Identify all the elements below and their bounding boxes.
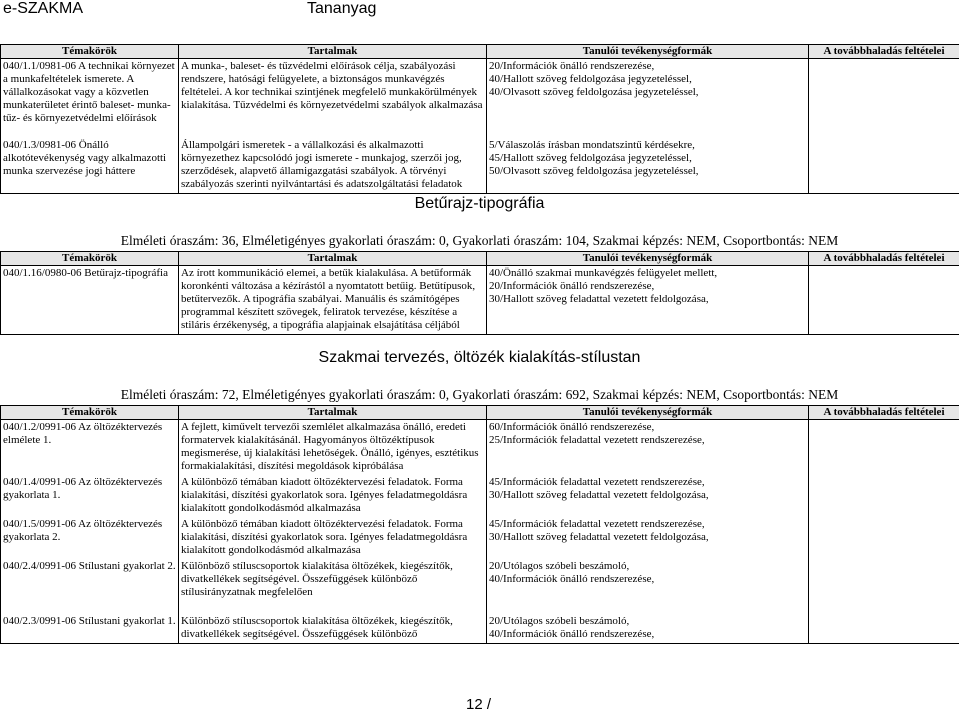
content-cell: Állampolgári ismeretek - a vállalkozási és alkalmazotti környezethez kapcsolódó jogi ismerete - munkajog, szerzői jog, szerződések, alapvető államigazgatási szabályok. A törvényi szabályozás szerinti nyilvántartási és adatszolgáltatási feladatok xyxy=(179,138,487,194)
conditions-cell xyxy=(809,59,959,138)
topic-cell: 040/2.4/0991-06 Stílustani gyakorlat 2. xyxy=(1,559,179,614)
col-header-contents: Tartalmak xyxy=(179,406,487,420)
col-header-conditions: A továbbhaladás feltételei xyxy=(809,252,959,266)
activities-cell: 60/Információk önálló rendszerezése, 25/Információk feladattal vezetett rendszerezése, xyxy=(487,420,809,476)
activities-cell: 40/Önálló szakmai munkavégzés felügyelet mellett, 20/Információk önálló rendszerezése, 30/Hallott szöveg feladattal vezetett feldolgozása, xyxy=(487,266,809,335)
table-row xyxy=(1,614,959,644)
topic-cell: 040/1.4/0991-06 Az öltözéktervezés gyakorlata 1. xyxy=(1,475,179,517)
page-number: 12 / xyxy=(466,696,492,713)
content-cell: Különböző stíluscsoportok kialakítása öltözékek, kiegészítők, divatkellékek segítségével. Összefüggések különböző stílusirányzatnak megfelelően xyxy=(179,559,487,614)
conditions-cell xyxy=(809,266,959,335)
conditions-cell xyxy=(809,517,959,559)
table-header-row xyxy=(1,252,959,266)
topic-cell: 040/2.3/0991-06 Stílustani gyakorlat 1. xyxy=(1,614,179,644)
col-header-conditions: A továbbhaladás feltételei xyxy=(809,406,959,420)
page-title: Tananyag xyxy=(307,0,377,17)
topic-cell: 040/1.3/0981-06 Önálló alkotótevékenység vagy alkalmazotti munka szervezése jogi háttere xyxy=(1,138,179,194)
conditions-cell xyxy=(809,475,959,517)
topic-cell: 040/1.16/0980-06 Betűrajz-tipográfia xyxy=(1,266,179,335)
table-row xyxy=(1,138,959,194)
col-header-contents: Tartalmak xyxy=(179,45,487,59)
conditions-cell xyxy=(809,420,959,476)
app-name: e-SZAKMA xyxy=(3,0,84,17)
section-title: Betűrajz-tipográfia xyxy=(414,195,545,212)
conditions-cell xyxy=(809,559,959,614)
col-header-contents: Tartalmak xyxy=(179,252,487,266)
table-row xyxy=(1,59,959,138)
activities-cell: 20/Utólagos szóbeli beszámoló, 40/Információk önálló rendszerezése, xyxy=(487,614,809,644)
table-row xyxy=(1,266,959,335)
curriculum-table-1 xyxy=(0,44,959,194)
section-info: Elméleti óraszám: 72, Elméletigényes gyakorlati óraszám: 0, Gyakorlati óraszám: 692, Szakmai képzés: NEM, Csoportbontás: NEM xyxy=(120,387,839,402)
section-title: Szakmai tervezés, öltözék kialakítás-stílustan xyxy=(318,349,641,366)
content-cell: A különböző témában kiadott öltözéktervezési feladatok. Forma kialakítási, díszítési gyakorlatok sora. Igényes feladatmegoldásra kialakított gondolkodásmód alkalmazása xyxy=(179,475,487,517)
curriculum-table-3 xyxy=(0,405,959,644)
table-row xyxy=(1,475,959,517)
table-row xyxy=(1,420,959,476)
content-cell: A különböző témában kiadott öltözéktervezési feladatok. Forma kialakítási, díszítési gyakorlatok sora. Igényes feladatmegoldásra kialakított gondolkodásmód alkalmazása xyxy=(179,517,487,559)
topic-cell: 040/1.5/0991-06 Az öltözéktervezés gyakorlata 2. xyxy=(1,517,179,559)
topic-cell: 040/1.1/0981-06 A technikai környezet a munkafeltételek ismerete. A vállalkozásokat vagy a közvetlen munkaterületet érintő baleset- munka-tűz- és környezetvédelmi előírások xyxy=(1,59,179,138)
col-header-activities: Tanulói tevékenységformák xyxy=(487,406,809,420)
col-header-topics: Témakörök xyxy=(1,45,179,59)
activities-cell: 5/Válaszolás írásban mondatszintű kérdésekre, 45/Hallott szöveg feldolgozása jegyzeteléssel, 50/Olvasott szöveg feldolgozása jegyzeteléssel, xyxy=(487,138,809,194)
col-header-topics: Témakörök xyxy=(1,252,179,266)
conditions-cell xyxy=(809,614,959,644)
col-header-activities: Tanulói tevékenységformák xyxy=(487,252,809,266)
col-header-conditions: A továbbhaladás feltételei xyxy=(809,45,959,59)
page-header xyxy=(0,0,959,22)
activities-cell: 45/Információk feladattal vezetett rendszerezése, 30/Hallott szöveg feladattal vezetett feldolgozása, xyxy=(487,475,809,517)
topic-cell: 040/1.2/0991-06 Az öltözéktervezés elmélete 1. xyxy=(1,420,179,476)
content-cell: A munka-, baleset- és tűzvédelmi előírások célja, szabályozási rendszere, hatósági felügyelete, a biztonságos munkavégzés feltételei. A kor technikai szintjének megfelelő munkakörülmények kialakítása. Tűzvédelmi és környezetvédelmi szabályok alkalmazása xyxy=(179,59,487,138)
activities-cell: 45/Információk feladattal vezetett rendszerezése, 30/Hallott szöveg feladattal vezetett feldolgozása, xyxy=(487,517,809,559)
col-header-topics: Témakörök xyxy=(1,406,179,420)
col-header-activities: Tanulói tevékenységformák xyxy=(487,45,809,59)
content-cell: Különböző stíluscsoportok kialakítása öltözékek, kiegészítők, divatkellékek segítségével. Összefüggések különböző xyxy=(179,614,487,644)
table-row xyxy=(1,559,959,614)
activities-cell: 20/Információk önálló rendszerezése, 40/Hallott szöveg feldolgozása jegyzeteléssel, 40/Olvasott szöveg feldolgozása jegyzeteléssel, xyxy=(487,59,809,138)
curriculum-table-2 xyxy=(0,251,959,335)
table-row xyxy=(1,517,959,559)
section-info: Elméleti óraszám: 36, Elméletigényes gyakorlati óraszám: 0, Gyakorlati óraszám: 104, Szakmai képzés: NEM, Csoportbontás: NEM xyxy=(120,233,839,248)
table-header-row xyxy=(1,406,959,420)
table-header-row xyxy=(1,45,959,59)
activities-cell: 20/Utólagos szóbeli beszámoló, 40/Információk önálló rendszerezése, xyxy=(487,559,809,614)
conditions-cell xyxy=(809,138,959,194)
content-cell: Az írott kommunikáció elemei, a betűk kialakulása. A betűformák koronkénti változása a kézírástól a nyomtatott betűig. Betűtípusok, betűtervezők. A tipográfia szabályai. Manuális és számítógépes programmal készített szövegek, feliratok tervezése, készítése a stiláris érzékenység, a tipográfia alapjainak elsajátítása céljából xyxy=(179,266,487,335)
content-cell: A fejlett, kiművelt tervezői szemlélet alkalmazása önálló, eredeti formatervek kialakításánál. Hagyományos öltözéktípusok megismerése, új kialakítási lehetőségek. Önálló, igényes, esztétikus formakialakítási, díszítési megoldások kipróbálása xyxy=(179,420,487,476)
